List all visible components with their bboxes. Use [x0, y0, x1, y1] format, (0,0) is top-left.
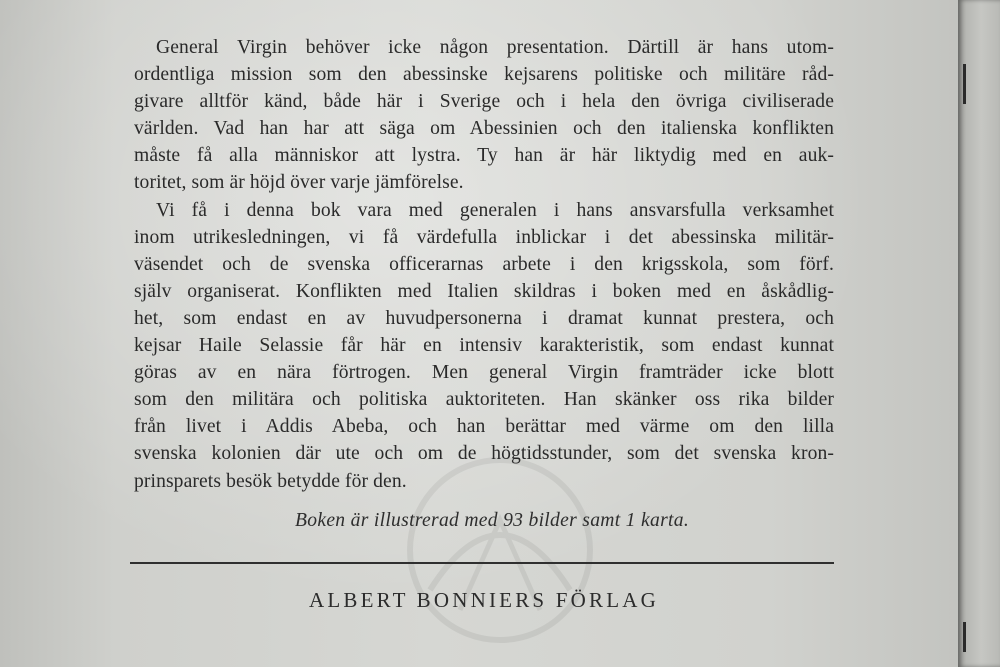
text-line: toritet, som är höjd över varje jämförelse. [134, 172, 464, 194]
text-line: världen. Vad han har att säga om Abessinien och den italienska konflikten [134, 118, 834, 140]
text-line: Vi få i denna bok vara med generalen i hans ansvarsfulla verksamhet [156, 199, 834, 221]
text-line: kejsar Haile Selassie får här en intensiv karakteristik, som endast kunnat [134, 335, 834, 357]
blurb-text [134, 34, 834, 495]
paragraph-2 [134, 197, 834, 495]
text-line: själv organiserat. Konflikten med Italien skildras i boken med en åskådlig- [134, 280, 834, 302]
paragraph-1 [134, 34, 834, 197]
illustration-caption: Boken är illustrerad med 93 bilder samt 1 karta. [294, 510, 690, 531]
text-line: inom utrikesledningen, vi få värdefulla inblickar i det abessinska militär- [134, 226, 834, 248]
text-line: som den militära och politiska auktoriteten. Han skänker oss rika bilder [134, 389, 834, 411]
text-line: General Virgin behöver icke någon presentation. Därtill är hans utom- [156, 37, 834, 58]
edge-mark [963, 622, 966, 652]
text-line: väsendet och de svenska officerarnas arbete i den krigsskola, som förf. [134, 253, 834, 275]
text-line: göras av en nära förtrogen. Men general Virgin framträder icke blott [134, 362, 834, 384]
divider-rule [130, 562, 834, 564]
publisher-name: ALBERT BONNIERS FÖRLAG [309, 588, 659, 612]
text-line: svenska kolonien där ute och om de högtidsstunder, som det svenska kron- [134, 443, 834, 465]
text-line: från livet i Addis Abeba, och han berättar med värme om den lilla [134, 416, 834, 438]
text-line: ordentliga mission som den abessinske kejsarens politiske och militäre råd- [134, 64, 834, 86]
edge-mark [963, 64, 966, 104]
text-line: het, som endast en av huvudpersonerna i dramat kunnat prestera, och [134, 307, 834, 329]
text-line: prinsparets besök betydde för den. [134, 470, 407, 492]
text-line: givare alltför känd, både här i Sverige och i hela den övriga civiliserade [134, 91, 834, 113]
text-line: måste få alla människor att lystra. Ty han är här liktydig med en auk- [134, 145, 834, 167]
